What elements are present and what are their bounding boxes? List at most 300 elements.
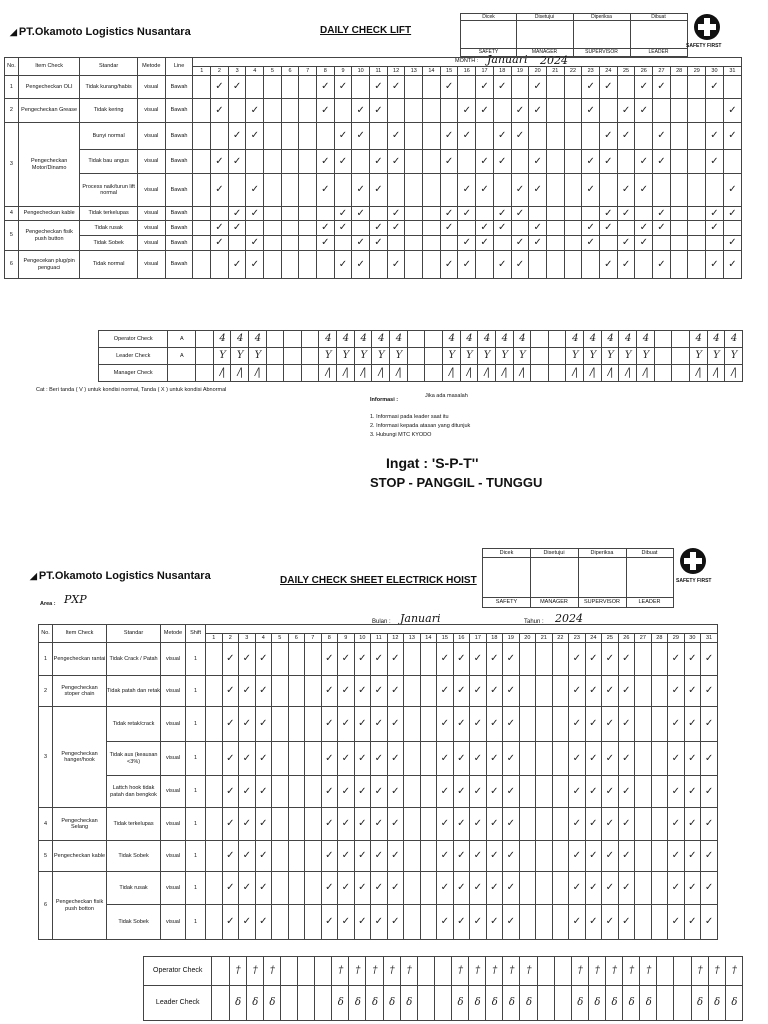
day-check-cell[interactable]: [193, 221, 211, 236]
day-check-cell[interactable]: [193, 99, 211, 123]
day-check-cell[interactable]: [206, 676, 223, 707]
signoff-cell[interactable]: [196, 348, 214, 365]
day-check-cell[interactable]: [420, 905, 437, 940]
day-check-cell[interactable]: [305, 676, 322, 707]
day-check-cell[interactable]: [316, 221, 334, 236]
day-check-cell[interactable]: [476, 221, 494, 236]
day-check-cell[interactable]: [653, 236, 671, 251]
signoff-cell[interactable]: [301, 348, 319, 365]
day-check-cell[interactable]: [405, 221, 423, 236]
day-check-cell[interactable]: [600, 76, 618, 99]
day-check-cell[interactable]: [519, 872, 536, 905]
signoff-cell[interactable]: [623, 957, 640, 986]
day-check-cell[interactable]: [706, 76, 724, 99]
day-check-cell[interactable]: [617, 251, 635, 279]
day-check-cell[interactable]: [668, 872, 685, 905]
day-check-cell[interactable]: [211, 150, 229, 174]
day-check-cell[interactable]: [602, 707, 619, 742]
day-check-cell[interactable]: [585, 808, 602, 841]
day-check-cell[interactable]: [706, 123, 724, 150]
day-check-cell[interactable]: [486, 742, 503, 776]
day-check-cell[interactable]: [602, 643, 619, 676]
day-check-cell[interactable]: [246, 236, 264, 251]
day-check-cell[interactable]: [635, 776, 652, 808]
signoff-cell[interactable]: [548, 365, 566, 382]
day-check-cell[interactable]: [387, 76, 405, 99]
day-check-cell[interactable]: [354, 872, 371, 905]
day-check-cell[interactable]: [617, 123, 635, 150]
day-check-cell[interactable]: [255, 676, 272, 707]
day-check-cell[interactable]: [246, 99, 264, 123]
day-check-cell[interactable]: [618, 643, 635, 676]
day-check-cell[interactable]: [635, 150, 653, 174]
day-check-cell[interactable]: [546, 123, 564, 150]
day-check-cell[interactable]: [511, 123, 529, 150]
day-check-cell[interactable]: [321, 776, 338, 808]
day-check-cell[interactable]: [552, 841, 569, 872]
signoff-cell[interactable]: [548, 331, 566, 348]
signoff-cell[interactable]: [425, 365, 443, 382]
day-check-cell[interactable]: [264, 174, 282, 207]
day-check-cell[interactable]: [670, 123, 688, 150]
day-check-cell[interactable]: [476, 207, 494, 221]
signoff-cell[interactable]: [284, 365, 302, 382]
day-check-cell[interactable]: [354, 643, 371, 676]
day-check-cell[interactable]: [193, 207, 211, 221]
signoff-cell[interactable]: [442, 348, 460, 365]
signoff-cell[interactable]: [513, 331, 531, 348]
day-check-cell[interactable]: [206, 742, 223, 776]
day-check-cell[interactable]: [684, 841, 701, 872]
signoff-cell[interactable]: [469, 986, 486, 1021]
day-check-cell[interactable]: [316, 236, 334, 251]
day-check-cell[interactable]: [458, 123, 476, 150]
signoff-cell[interactable]: [390, 331, 408, 348]
day-check-cell[interactable]: [453, 643, 470, 676]
day-check-cell[interactable]: [688, 123, 706, 150]
day-check-cell[interactable]: [423, 236, 441, 251]
signoff-cell[interactable]: [372, 365, 390, 382]
day-check-cell[interactable]: [255, 905, 272, 940]
day-check-cell[interactable]: [618, 776, 635, 808]
day-check-cell[interactable]: [723, 123, 741, 150]
day-check-cell[interactable]: [316, 76, 334, 99]
day-check-cell[interactable]: [453, 808, 470, 841]
signoff-cell[interactable]: [495, 365, 513, 382]
day-check-cell[interactable]: [246, 150, 264, 174]
day-check-cell[interactable]: [651, 707, 668, 742]
day-check-cell[interactable]: [299, 99, 317, 123]
day-check-cell[interactable]: [272, 905, 289, 940]
day-check-cell[interactable]: [618, 808, 635, 841]
signoff-cell[interactable]: [588, 957, 605, 986]
day-check-cell[interactable]: [670, 76, 688, 99]
day-check-cell[interactable]: [211, 174, 229, 207]
day-check-cell[interactable]: [321, 707, 338, 742]
day-check-cell[interactable]: [688, 76, 706, 99]
signoff-cell[interactable]: [725, 365, 743, 382]
day-check-cell[interactable]: [529, 251, 547, 279]
day-check-cell[interactable]: [511, 99, 529, 123]
day-check-cell[interactable]: [246, 251, 264, 279]
day-check-cell[interactable]: [239, 808, 256, 841]
day-check-cell[interactable]: [503, 643, 520, 676]
day-check-cell[interactable]: [476, 123, 494, 150]
day-check-cell[interactable]: [582, 174, 600, 207]
signoff-cell[interactable]: [366, 957, 383, 986]
signoff-cell[interactable]: [605, 986, 622, 1021]
day-check-cell[interactable]: [470, 872, 487, 905]
day-check-cell[interactable]: [476, 99, 494, 123]
day-check-cell[interactable]: [404, 643, 421, 676]
signoff-cell[interactable]: [478, 331, 496, 348]
day-check-cell[interactable]: [299, 221, 317, 236]
day-check-cell[interactable]: [635, 207, 653, 221]
signoff-cell[interactable]: [280, 986, 297, 1021]
day-check-cell[interactable]: [299, 207, 317, 221]
day-check-cell[interactable]: [370, 207, 388, 221]
day-check-cell[interactable]: [569, 707, 586, 742]
day-check-cell[interactable]: [684, 742, 701, 776]
day-check-cell[interactable]: [519, 841, 536, 872]
day-check-cell[interactable]: [404, 905, 421, 940]
day-check-cell[interactable]: [371, 776, 388, 808]
day-check-cell[interactable]: [321, 808, 338, 841]
day-check-cell[interactable]: [405, 207, 423, 221]
day-check-cell[interactable]: [206, 872, 223, 905]
day-check-cell[interactable]: [239, 905, 256, 940]
day-check-cell[interactable]: [354, 742, 371, 776]
signoff-cell[interactable]: [584, 331, 602, 348]
signoff-cell[interactable]: [196, 331, 214, 348]
day-check-cell[interactable]: [404, 676, 421, 707]
signoff-cell[interactable]: [513, 348, 531, 365]
day-check-cell[interactable]: [546, 236, 564, 251]
day-check-cell[interactable]: [387, 643, 404, 676]
day-check-cell[interactable]: [684, 776, 701, 808]
day-check-cell[interactable]: [255, 643, 272, 676]
signoff-cell[interactable]: [354, 365, 372, 382]
signoff-cell[interactable]: [537, 957, 554, 986]
day-check-cell[interactable]: [552, 643, 569, 676]
day-check-cell[interactable]: [653, 150, 671, 174]
day-check-cell[interactable]: [404, 872, 421, 905]
day-check-cell[interactable]: [281, 150, 299, 174]
signoff-cell[interactable]: [315, 986, 332, 1021]
day-check-cell[interactable]: [582, 251, 600, 279]
day-check-cell[interactable]: [653, 99, 671, 123]
day-check-cell[interactable]: [493, 123, 511, 150]
day-check-cell[interactable]: [600, 221, 618, 236]
signoff-cell[interactable]: [213, 331, 231, 348]
day-check-cell[interactable]: [228, 150, 246, 174]
day-check-cell[interactable]: [684, 905, 701, 940]
signoff-cell[interactable]: [674, 986, 691, 1021]
signoff-cell[interactable]: [513, 365, 531, 382]
day-check-cell[interactable]: [222, 707, 239, 742]
day-check-cell[interactable]: [371, 841, 388, 872]
day-check-cell[interactable]: [288, 776, 305, 808]
day-check-cell[interactable]: [458, 221, 476, 236]
day-check-cell[interactable]: [305, 841, 322, 872]
day-check-cell[interactable]: [288, 643, 305, 676]
signoff-cell[interactable]: [407, 348, 425, 365]
day-check-cell[interactable]: [264, 76, 282, 99]
day-check-cell[interactable]: [458, 150, 476, 174]
day-check-cell[interactable]: [222, 841, 239, 872]
day-check-cell[interactable]: [486, 905, 503, 940]
day-check-cell[interactable]: [299, 174, 317, 207]
signoff-cell[interactable]: [548, 348, 566, 365]
signoff-cell[interactable]: [571, 986, 588, 1021]
day-check-cell[interactable]: [272, 872, 289, 905]
day-check-cell[interactable]: [239, 742, 256, 776]
signoff-cell[interactable]: [619, 348, 637, 365]
day-check-cell[interactable]: [519, 905, 536, 940]
day-check-cell[interactable]: [546, 207, 564, 221]
day-check-cell[interactable]: [585, 905, 602, 940]
day-check-cell[interactable]: [453, 707, 470, 742]
day-check-cell[interactable]: [486, 872, 503, 905]
day-check-cell[interactable]: [423, 174, 441, 207]
day-check-cell[interactable]: [246, 221, 264, 236]
day-check-cell[interactable]: [316, 207, 334, 221]
day-check-cell[interactable]: [222, 676, 239, 707]
day-check-cell[interactable]: [288, 841, 305, 872]
day-check-cell[interactable]: [569, 742, 586, 776]
day-check-cell[interactable]: [440, 174, 458, 207]
signoff-cell[interactable]: [231, 365, 249, 382]
day-check-cell[interactable]: [423, 99, 441, 123]
signoff-cell[interactable]: [623, 986, 640, 1021]
day-check-cell[interactable]: [316, 123, 334, 150]
signoff-cell[interactable]: [584, 348, 602, 365]
day-check-cell[interactable]: [503, 808, 520, 841]
signoff-cell[interactable]: [372, 348, 390, 365]
day-check-cell[interactable]: [701, 676, 718, 707]
day-check-cell[interactable]: [211, 123, 229, 150]
day-check-cell[interactable]: [688, 174, 706, 207]
day-check-cell[interactable]: [437, 676, 454, 707]
day-check-cell[interactable]: [281, 236, 299, 251]
signoff-cell[interactable]: [469, 957, 486, 986]
day-check-cell[interactable]: [305, 808, 322, 841]
signoff-cell[interactable]: [637, 348, 655, 365]
signoff-cell[interactable]: [601, 331, 619, 348]
day-check-cell[interactable]: [423, 251, 441, 279]
day-check-cell[interactable]: [701, 742, 718, 776]
day-check-cell[interactable]: [458, 76, 476, 99]
signoff-cell[interactable]: [390, 365, 408, 382]
signoff-cell[interactable]: [654, 331, 672, 348]
day-check-cell[interactable]: [536, 643, 553, 676]
day-check-cell[interactable]: [668, 808, 685, 841]
day-check-cell[interactable]: [264, 123, 282, 150]
day-check-cell[interactable]: [453, 742, 470, 776]
day-check-cell[interactable]: [503, 742, 520, 776]
day-check-cell[interactable]: [288, 676, 305, 707]
day-check-cell[interactable]: [222, 808, 239, 841]
signoff-cell[interactable]: [725, 331, 743, 348]
signoff-cell[interactable]: [478, 348, 496, 365]
day-check-cell[interactable]: [246, 207, 264, 221]
signoff-cell[interactable]: [689, 348, 707, 365]
day-check-cell[interactable]: [354, 905, 371, 940]
day-check-cell[interactable]: [420, 643, 437, 676]
day-check-cell[interactable]: [264, 236, 282, 251]
day-check-cell[interactable]: [635, 221, 653, 236]
day-check-cell[interactable]: [569, 841, 586, 872]
day-check-cell[interactable]: [582, 99, 600, 123]
signoff-cell[interactable]: [531, 331, 549, 348]
day-check-cell[interactable]: [352, 174, 370, 207]
signoff-cell[interactable]: [229, 986, 246, 1021]
day-check-cell[interactable]: [281, 123, 299, 150]
day-check-cell[interactable]: [387, 742, 404, 776]
day-check-cell[interactable]: [239, 643, 256, 676]
day-check-cell[interactable]: [420, 707, 437, 742]
day-check-cell[interactable]: [493, 76, 511, 99]
day-check-cell[interactable]: [486, 676, 503, 707]
day-check-cell[interactable]: [552, 872, 569, 905]
day-check-cell[interactable]: [688, 251, 706, 279]
day-check-cell[interactable]: [423, 123, 441, 150]
day-check-cell[interactable]: [470, 676, 487, 707]
day-check-cell[interactable]: [503, 776, 520, 808]
day-check-cell[interactable]: [602, 905, 619, 940]
day-check-cell[interactable]: [493, 174, 511, 207]
day-check-cell[interactable]: [440, 123, 458, 150]
day-check-cell[interactable]: [288, 808, 305, 841]
day-check-cell[interactable]: [519, 742, 536, 776]
day-check-cell[interactable]: [670, 221, 688, 236]
day-check-cell[interactable]: [288, 872, 305, 905]
day-check-cell[interactable]: [453, 905, 470, 940]
day-check-cell[interactable]: [503, 905, 520, 940]
day-check-cell[interactable]: [503, 707, 520, 742]
day-check-cell[interactable]: [352, 99, 370, 123]
day-check-cell[interactable]: [651, 643, 668, 676]
day-check-cell[interactable]: [470, 742, 487, 776]
day-check-cell[interactable]: [706, 207, 724, 221]
signoff-cell[interactable]: [249, 331, 267, 348]
day-check-cell[interactable]: [582, 221, 600, 236]
day-check-cell[interactable]: [371, 872, 388, 905]
day-check-cell[interactable]: [585, 676, 602, 707]
day-check-cell[interactable]: [546, 221, 564, 236]
day-check-cell[interactable]: [486, 643, 503, 676]
day-check-cell[interactable]: [387, 776, 404, 808]
signoff-cell[interactable]: [213, 365, 231, 382]
signoff-cell[interactable]: [503, 957, 520, 986]
day-check-cell[interactable]: [470, 707, 487, 742]
day-check-cell[interactable]: [370, 150, 388, 174]
day-check-cell[interactable]: [569, 808, 586, 841]
day-check-cell[interactable]: [255, 841, 272, 872]
day-check-cell[interactable]: [206, 643, 223, 676]
day-check-cell[interactable]: [299, 123, 317, 150]
day-check-cell[interactable]: [519, 676, 536, 707]
day-check-cell[interactable]: [352, 207, 370, 221]
day-check-cell[interactable]: [582, 76, 600, 99]
day-check-cell[interactable]: [602, 676, 619, 707]
day-check-cell[interactable]: [585, 707, 602, 742]
day-check-cell[interactable]: [281, 207, 299, 221]
day-check-cell[interactable]: [670, 150, 688, 174]
signoff-cell[interactable]: [478, 365, 496, 382]
day-check-cell[interactable]: [529, 76, 547, 99]
day-check-cell[interactable]: [387, 841, 404, 872]
day-check-cell[interactable]: [370, 123, 388, 150]
day-check-cell[interactable]: [264, 207, 282, 221]
signoff-cell[interactable]: [246, 957, 263, 986]
signoff-cell[interactable]: [349, 986, 366, 1021]
day-check-cell[interactable]: [617, 99, 635, 123]
day-check-cell[interactable]: [299, 251, 317, 279]
day-check-cell[interactable]: [387, 207, 405, 221]
day-check-cell[interactable]: [458, 207, 476, 221]
day-check-cell[interactable]: [437, 808, 454, 841]
day-check-cell[interactable]: [272, 742, 289, 776]
day-check-cell[interactable]: [653, 251, 671, 279]
signoff-cell[interactable]: [640, 986, 657, 1021]
day-check-cell[interactable]: [519, 643, 536, 676]
day-check-cell[interactable]: [668, 643, 685, 676]
day-check-cell[interactable]: [211, 76, 229, 99]
day-check-cell[interactable]: [206, 841, 223, 872]
day-check-cell[interactable]: [723, 150, 741, 174]
day-check-cell[interactable]: [617, 150, 635, 174]
day-check-cell[interactable]: [635, 251, 653, 279]
day-check-cell[interactable]: [321, 643, 338, 676]
day-check-cell[interactable]: [684, 872, 701, 905]
day-check-cell[interactable]: [228, 123, 246, 150]
day-check-cell[interactable]: [211, 99, 229, 123]
day-check-cell[interactable]: [668, 776, 685, 808]
signoff-cell[interactable]: [554, 957, 571, 986]
day-check-cell[interactable]: [668, 742, 685, 776]
signoff-cell[interactable]: [672, 365, 690, 382]
signoff-cell[interactable]: [657, 986, 674, 1021]
day-check-cell[interactable]: [585, 643, 602, 676]
day-check-cell[interactable]: [503, 872, 520, 905]
day-check-cell[interactable]: [352, 123, 370, 150]
signoff-cell[interactable]: [400, 957, 417, 986]
day-check-cell[interactable]: [511, 174, 529, 207]
signoff-cell[interactable]: [263, 986, 280, 1021]
day-check-cell[interactable]: [404, 776, 421, 808]
signoff-cell[interactable]: [284, 331, 302, 348]
signoff-cell[interactable]: [566, 331, 584, 348]
signoff-cell[interactable]: [531, 365, 549, 382]
signoff-cell[interactable]: [619, 365, 637, 382]
signoff-cell[interactable]: [301, 331, 319, 348]
day-check-cell[interactable]: [255, 808, 272, 841]
day-check-cell[interactable]: [370, 174, 388, 207]
day-check-cell[interactable]: [552, 707, 569, 742]
signoff-cell[interactable]: [672, 331, 690, 348]
signoff-cell[interactable]: [689, 365, 707, 382]
day-check-cell[interactable]: [529, 236, 547, 251]
day-check-cell[interactable]: [536, 905, 553, 940]
day-check-cell[interactable]: [585, 742, 602, 776]
day-check-cell[interactable]: [316, 174, 334, 207]
day-check-cell[interactable]: [387, 905, 404, 940]
day-check-cell[interactable]: [228, 99, 246, 123]
day-check-cell[interactable]: [470, 776, 487, 808]
day-check-cell[interactable]: [387, 707, 404, 742]
day-check-cell[interactable]: [423, 221, 441, 236]
